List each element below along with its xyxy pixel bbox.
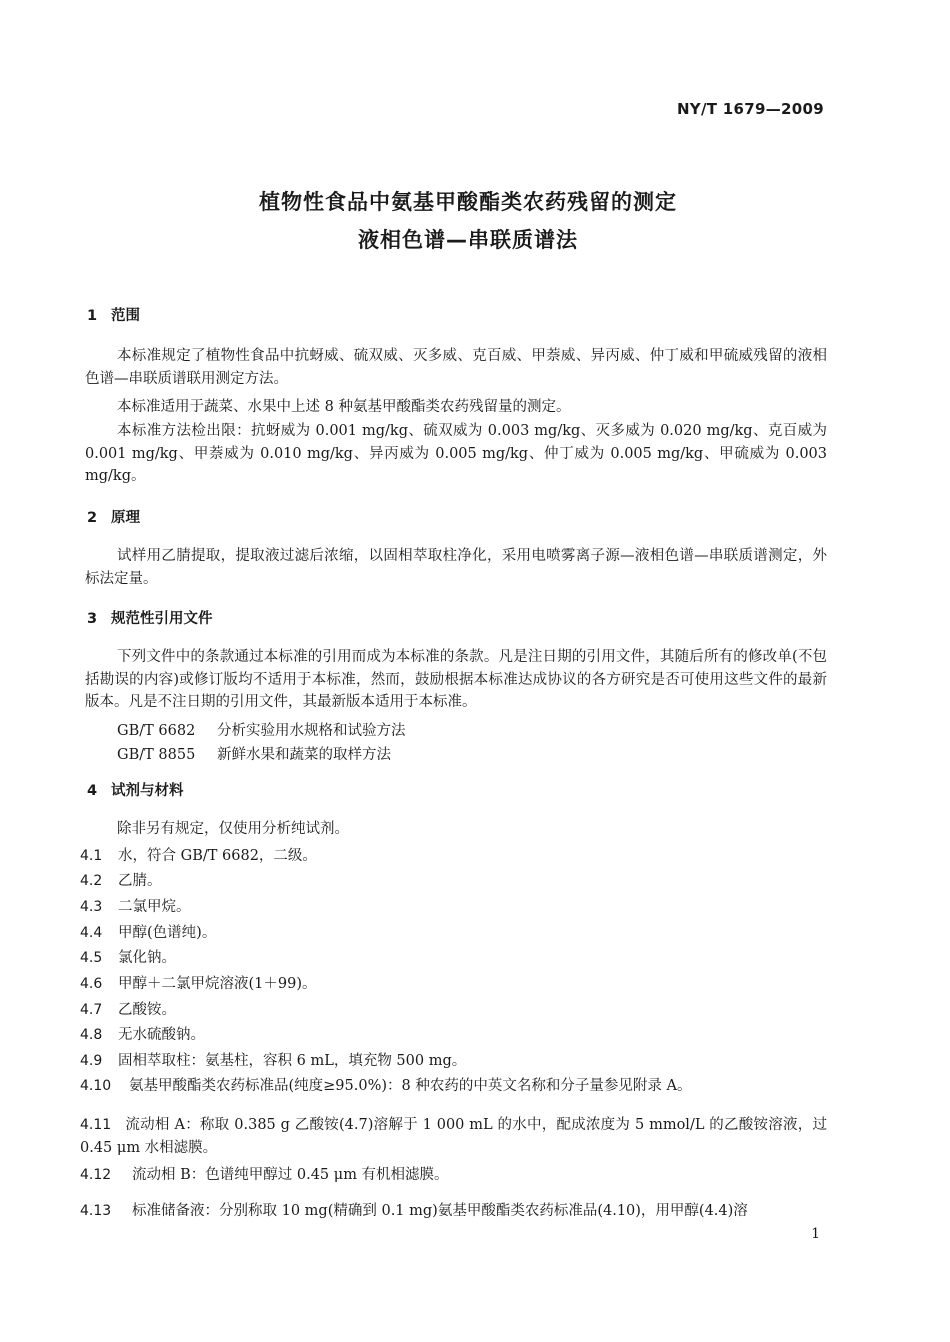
section-title: 范围 bbox=[111, 308, 140, 324]
item-number: 4.5 bbox=[80, 950, 103, 966]
reference-code: GB/T 6682 bbox=[117, 723, 196, 739]
reference-title: 分析实验用水规格和试验方法 bbox=[217, 723, 406, 739]
item-number: 4.2 bbox=[80, 873, 103, 889]
item-text: 氯化钠。 bbox=[118, 950, 176, 966]
list-item bbox=[80, 1199, 748, 1220]
paragraph: 本标准方法检出限：抗蚜威为 0.001 mg/kg、硫双威为 0.003 mg/kg、灭多威为 0.020 mg/kg、克百威为 0.001 mg/kg、甲萘威为 0.010 mg/kg、异丙威为 0.005 mg/kg、仲丁威为 0.005 mg/kg、甲硫威为 0.003 mg/kg。 bbox=[85, 423, 827, 484]
reference-item bbox=[117, 719, 406, 740]
item-text: 流动相 A：称取 0.385 g 乙酸铵(4.7)溶解于 1 000 mL 的水中，配成浓度为 5 mmol/L 的乙酸铵溶液，过 0.45 μm 水相滤膜。 bbox=[80, 1117, 827, 1156]
item-number: 4.6 bbox=[80, 976, 103, 992]
list-item bbox=[80, 972, 317, 993]
paragraph: 试样用乙腈提取，提取液过滤后浓缩，以固相萃取柱净化，采用电喷雾离子源—液相色谱—串联质谱测定，外标法定量。 bbox=[85, 548, 827, 587]
item-number: 4.11 bbox=[80, 1117, 112, 1133]
section-number: 1 bbox=[87, 308, 98, 324]
list-item bbox=[80, 1023, 205, 1044]
paragraph: 下列文件中的条款通过本标准的引用而成为本标准的条款。凡是注日期的引用文件，其随后所有的修改单(不包括勘误的内容)或修订版均不适用于本标准，然而，鼓励根据本标准达成协议的各方研究是否可使用这些文件的最新版本。凡是不注日期的引用文件，其最新版本适用于本标准。 bbox=[85, 649, 827, 710]
section-title: 原理 bbox=[111, 510, 140, 526]
list-item bbox=[80, 1163, 449, 1184]
item-number: 4.7 bbox=[80, 1002, 103, 1018]
item-text: 乙酸铵。 bbox=[118, 1002, 176, 1018]
section-title: 规范性引用文件 bbox=[111, 611, 213, 627]
item-number: 4.9 bbox=[80, 1053, 103, 1069]
list-item bbox=[80, 998, 176, 1019]
paragraph: 本标准规定了植物性食品中抗蚜威、硫双威、灭多威、克百威、甲萘威、异丙威、仲丁威和甲硫威残留的液相色谱—串联质谱联用测定方法。 bbox=[85, 348, 827, 387]
list-item bbox=[80, 1114, 827, 1159]
document-title-line1: 植物性食品中氨基甲酸酯类农药残留的测定 bbox=[259, 190, 677, 214]
item-number: 4.3 bbox=[80, 899, 103, 915]
item-text: 氨基甲酸酯类农药标准品(纯度≥95.0%)：8 种农药的中英文名称和分子量参见附录 A。 bbox=[129, 1078, 692, 1094]
item-text: 流动相 B：色谱纯甲醇过 0.45 μm 有机相滤膜。 bbox=[132, 1167, 449, 1183]
item-text: 乙腈。 bbox=[118, 873, 162, 889]
standard-number: NY/T 1679—2009 bbox=[676, 100, 824, 118]
item-text: 水，符合 GB/T 6682，二级。 bbox=[118, 848, 317, 864]
item-text: 标准储备液：分别称取 10 mg(精确到 0.1 mg)氨基甲酸酯类农药标准品(4.10)，用甲醇(4.4)溶 bbox=[132, 1203, 748, 1219]
list-item bbox=[80, 946, 176, 967]
item-text: 二氯甲烷。 bbox=[118, 899, 191, 915]
item-number: 4.10 bbox=[80, 1078, 112, 1094]
reference-title: 新鲜水果和蔬菜的取样方法 bbox=[217, 747, 391, 763]
list-item bbox=[80, 1049, 466, 1070]
section-heading-scope bbox=[87, 304, 140, 325]
list-item bbox=[80, 869, 162, 890]
paragraph: 本标准适用于蔬菜、水果中上述 8 种氨基甲酸酯类农药残留量的测定。 bbox=[117, 399, 571, 415]
section-heading-reagents bbox=[87, 779, 184, 800]
list-item bbox=[80, 1074, 691, 1095]
item-number: 4.1 bbox=[80, 848, 103, 864]
section-title: 试剂与材料 bbox=[111, 783, 184, 799]
section-number: 4 bbox=[87, 783, 98, 799]
item-text: 固相萃取柱：氨基柱，容积 6 mL，填充物 500 mg。 bbox=[118, 1053, 467, 1069]
list-item bbox=[80, 895, 191, 916]
item-text: 无水硫酸钠。 bbox=[118, 1027, 205, 1043]
item-number: 4.8 bbox=[80, 1027, 103, 1043]
item-number: 4.12 bbox=[80, 1167, 112, 1183]
list-item bbox=[80, 844, 317, 865]
section-heading-principle bbox=[87, 506, 140, 527]
reference-item bbox=[117, 743, 391, 764]
item-number: 4.4 bbox=[80, 925, 103, 941]
section-number: 2 bbox=[87, 510, 98, 526]
section-number: 3 bbox=[87, 611, 98, 627]
page-number: 1 bbox=[811, 1226, 820, 1242]
item-number: 4.13 bbox=[80, 1203, 112, 1219]
section-heading-normative-references bbox=[87, 607, 213, 628]
paragraph: 除非另有规定，仅使用分析纯试剂。 bbox=[117, 821, 349, 837]
item-text: 甲醇(色谱纯)。 bbox=[118, 925, 217, 941]
reference-code: GB/T 8855 bbox=[117, 747, 196, 763]
item-text: 甲醇＋二氯甲烷溶液(1＋99)。 bbox=[118, 976, 317, 992]
list-item bbox=[80, 921, 216, 942]
document-title-line2: 液相色谱—串联质谱法 bbox=[358, 228, 578, 252]
